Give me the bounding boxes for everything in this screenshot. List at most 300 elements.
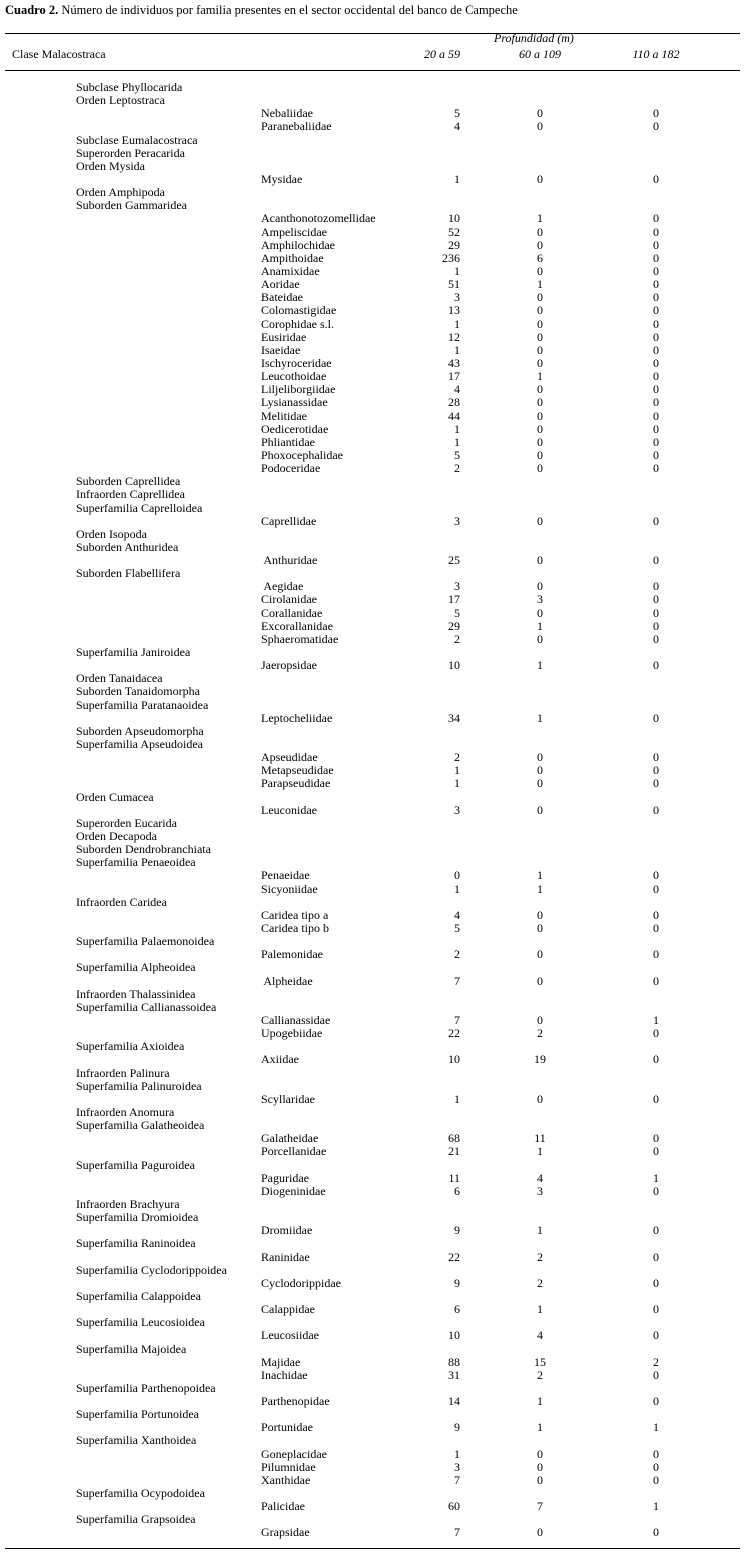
taxon-name: Superfamilia Galatheoidea bbox=[76, 1118, 205, 1133]
family-name: Metapseudidae bbox=[261, 763, 334, 778]
count-110-182: 0 bbox=[653, 579, 659, 594]
taxon-name: Superorden Peracarida bbox=[76, 145, 185, 160]
family-row bbox=[0, 1093, 744, 1106]
count-110-182: 0 bbox=[653, 1275, 659, 1290]
count-110-182: 0 bbox=[653, 1302, 659, 1317]
family-name: Diogeninidae bbox=[261, 1183, 326, 1198]
family-row bbox=[0, 1053, 744, 1066]
count-110-182: 0 bbox=[653, 1525, 659, 1540]
count-20-59: 21 bbox=[448, 1144, 460, 1159]
family-name: Sphaeromatidae bbox=[261, 631, 339, 646]
family-name: Anamixidae bbox=[261, 263, 320, 278]
family-row bbox=[0, 1356, 744, 1369]
taxon-name: Infraorden Brachyura bbox=[76, 1196, 180, 1211]
count-20-59: 2 bbox=[454, 461, 460, 476]
count-110-182: 0 bbox=[653, 1367, 659, 1382]
count-60-109: 0 bbox=[537, 342, 543, 357]
family-name: Porcellanidae bbox=[261, 1144, 327, 1159]
count-60-109: 0 bbox=[537, 579, 543, 594]
count-110-182: 0 bbox=[653, 710, 659, 725]
family-name: Callianassidae bbox=[261, 1012, 331, 1027]
count-110-182: 1 bbox=[653, 1420, 659, 1435]
column-header-20-59: 20 a 59 bbox=[424, 47, 460, 61]
family-name: Corophidae s.l. bbox=[261, 316, 334, 331]
taxon-row bbox=[0, 134, 744, 147]
family-name: Dromiidae bbox=[261, 1223, 313, 1238]
taxon-name: Superfamilia Leucosioidea bbox=[76, 1315, 205, 1330]
taxon-name: Infraorden Anomura bbox=[76, 1104, 175, 1119]
taxon-row bbox=[0, 488, 744, 501]
count-20-59: 0 bbox=[454, 868, 460, 883]
count-60-109: 2 bbox=[537, 1026, 543, 1041]
count-60-109: 0 bbox=[537, 237, 543, 252]
taxon-name: Superfamilia Paguroidea bbox=[76, 1157, 195, 1172]
taxon-row bbox=[0, 528, 744, 541]
count-60-109: 2 bbox=[537, 1367, 543, 1382]
count-20-59: 4 bbox=[454, 907, 460, 922]
count-20-59: 60 bbox=[448, 1499, 460, 1514]
column-header-60-109: 60 a 109 bbox=[519, 47, 561, 61]
family-row bbox=[0, 436, 744, 449]
column-header-110-182: 110 a 182 bbox=[632, 47, 680, 61]
family-name: Palicidae bbox=[261, 1499, 305, 1514]
count-60-109: 1 bbox=[537, 618, 543, 633]
family-row bbox=[0, 1014, 744, 1027]
family-row bbox=[0, 212, 744, 225]
count-60-109: 0 bbox=[537, 947, 543, 962]
count-60-109: 0 bbox=[537, 421, 543, 436]
count-110-182: 0 bbox=[653, 776, 659, 791]
family-row bbox=[0, 1461, 744, 1474]
family-name: Nebaliidae bbox=[261, 106, 313, 121]
count-20-59: 29 bbox=[448, 237, 460, 252]
count-110-182: 0 bbox=[653, 277, 659, 292]
count-20-59: 1 bbox=[454, 421, 460, 436]
count-110-182: 0 bbox=[653, 461, 659, 476]
family-row bbox=[0, 278, 744, 291]
count-60-109: 0 bbox=[537, 447, 543, 462]
family-name: Goneplacidae bbox=[261, 1446, 327, 1461]
count-20-59: 3 bbox=[454, 802, 460, 817]
count-110-182: 0 bbox=[653, 342, 659, 357]
count-60-109: 1 bbox=[537, 369, 543, 384]
count-110-182: 0 bbox=[653, 369, 659, 384]
family-name: Caridea tipo a bbox=[261, 907, 329, 922]
count-110-182: 0 bbox=[653, 1131, 659, 1146]
count-20-59: 10 bbox=[448, 1328, 460, 1343]
family-name: Anthuridae bbox=[261, 553, 318, 568]
family-row bbox=[0, 751, 744, 764]
family-name: Palemonidae bbox=[261, 947, 323, 962]
count-60-109: 0 bbox=[537, 382, 543, 397]
family-name: Apseudidae bbox=[261, 750, 318, 765]
count-60-109: 1 bbox=[537, 1302, 543, 1317]
family-row bbox=[0, 593, 744, 606]
count-20-59: 3 bbox=[454, 513, 460, 528]
family-row bbox=[0, 107, 744, 120]
family-name: Xanthidae bbox=[261, 1472, 311, 1487]
taxon-row bbox=[0, 1159, 744, 1172]
family-name: Excorallanidae bbox=[261, 618, 333, 633]
count-110-182: 0 bbox=[653, 263, 659, 278]
count-20-59: 9 bbox=[454, 1275, 460, 1290]
count-60-109: 0 bbox=[537, 171, 543, 186]
count-110-182: 0 bbox=[653, 1091, 659, 1106]
taxon-name: Suborden Gammaridea bbox=[76, 198, 187, 213]
count-110-182: 0 bbox=[653, 1328, 659, 1343]
count-20-59: 6 bbox=[454, 1302, 460, 1317]
family-row bbox=[0, 120, 744, 133]
count-110-182: 0 bbox=[653, 171, 659, 186]
count-110-182: 0 bbox=[653, 907, 659, 922]
family-row bbox=[0, 515, 744, 528]
header-rule bbox=[5, 70, 740, 71]
taxon-name: Orden Mysida bbox=[76, 158, 145, 173]
taxon-row bbox=[0, 699, 744, 712]
count-110-182: 0 bbox=[653, 329, 659, 344]
family-name: Alpheidae bbox=[261, 973, 313, 988]
family-name: Phoxocephalidae bbox=[261, 447, 343, 462]
count-110-182: 0 bbox=[653, 1183, 659, 1198]
family-row bbox=[0, 304, 744, 317]
taxon-name: Superfamilia Axioidea bbox=[76, 1039, 185, 1054]
family-name: Leptocheliidae bbox=[261, 710, 333, 725]
count-20-59: 34 bbox=[448, 710, 460, 725]
family-name: Parapseudidae bbox=[261, 776, 331, 791]
taxon-name: Superfamilia Majoidea bbox=[76, 1341, 187, 1356]
count-20-59: 7 bbox=[454, 1012, 460, 1027]
count-110-182: 0 bbox=[653, 290, 659, 305]
family-name: Bateidae bbox=[261, 290, 303, 305]
count-60-109: 4 bbox=[537, 1170, 543, 1185]
family-name: Isaeidae bbox=[261, 342, 301, 357]
family-name: Corallanidae bbox=[261, 605, 323, 620]
taxon-name: Superfamilia Raninoidea bbox=[76, 1236, 196, 1251]
taxon-name: Suborden Flabellifera bbox=[76, 566, 181, 581]
count-110-182: 0 bbox=[653, 513, 659, 528]
count-60-109: 0 bbox=[537, 329, 543, 344]
count-110-182: 0 bbox=[653, 408, 659, 423]
count-20-59: 5 bbox=[454, 605, 460, 620]
count-20-59: 17 bbox=[448, 592, 460, 607]
taxon-row bbox=[0, 1513, 744, 1526]
family-row bbox=[0, 764, 744, 777]
count-110-182: 0 bbox=[653, 1249, 659, 1264]
family-name: Grapsidae bbox=[261, 1525, 310, 1540]
taxon-name: Superfamilia Ocypodoidea bbox=[76, 1486, 205, 1501]
count-60-109: 1 bbox=[537, 1394, 543, 1409]
taxon-row bbox=[0, 94, 744, 107]
family-name: Ischyroceridae bbox=[261, 355, 332, 370]
count-60-109: 1 bbox=[537, 658, 543, 673]
family-row bbox=[0, 1185, 744, 1198]
family-row bbox=[0, 423, 744, 436]
count-110-182: 2 bbox=[653, 1354, 659, 1369]
taxon-name: Superfamilia Calappoidea bbox=[76, 1288, 201, 1303]
taxon-name: Suborden Apseudomorpha bbox=[76, 723, 204, 738]
taxon-row bbox=[0, 1316, 744, 1329]
family-name: Aoridae bbox=[261, 277, 300, 292]
taxon-row bbox=[0, 502, 744, 515]
count-60-109: 1 bbox=[537, 1420, 543, 1435]
class-header: Clase Malacostraca bbox=[12, 47, 106, 61]
count-60-109: 0 bbox=[537, 395, 543, 410]
taxon-row bbox=[0, 1211, 744, 1224]
family-name: Caridea tipo b bbox=[261, 921, 329, 935]
count-110-182: 0 bbox=[653, 1026, 659, 1041]
family-name: Ampeliscidae bbox=[261, 224, 327, 239]
count-20-59: 11 bbox=[448, 1170, 460, 1185]
count-110-182: 0 bbox=[653, 119, 659, 134]
taxon-row bbox=[0, 160, 744, 173]
taxon-name: Orden Isopoda bbox=[76, 526, 147, 541]
family-row bbox=[0, 909, 744, 922]
family-name: Inachidae bbox=[261, 1367, 308, 1382]
count-60-109: 0 bbox=[537, 553, 543, 568]
count-110-182: 0 bbox=[653, 434, 659, 449]
count-20-59: 4 bbox=[454, 382, 460, 397]
count-110-182: 0 bbox=[653, 355, 659, 370]
family-row bbox=[0, 1448, 744, 1461]
family-name: Leucothoidae bbox=[261, 369, 327, 384]
taxon-row bbox=[0, 1434, 744, 1447]
count-60-109: 0 bbox=[537, 802, 543, 817]
taxon-row bbox=[0, 646, 744, 659]
taxon-name: Orden Cumacea bbox=[76, 789, 154, 804]
count-20-59: 2 bbox=[454, 947, 460, 962]
taxon-row bbox=[0, 1264, 744, 1277]
taxon-row bbox=[0, 1080, 744, 1093]
count-60-109: 2 bbox=[537, 1275, 543, 1290]
taxon-row bbox=[0, 856, 744, 869]
taxon-name: Infraorden Palinura bbox=[76, 1065, 170, 1080]
taxon-name: Suborden Tanaidomorpha bbox=[76, 684, 200, 699]
count-110-182: 1 bbox=[653, 1012, 659, 1027]
count-20-59: 3 bbox=[454, 290, 460, 305]
count-60-109: 0 bbox=[537, 763, 543, 778]
count-60-109: 0 bbox=[537, 224, 543, 239]
taxon-name: Infraorden Thalassinidea bbox=[76, 986, 196, 1001]
count-110-182: 0 bbox=[653, 303, 659, 318]
family-name: Paguridae bbox=[261, 1170, 309, 1185]
count-60-109: 0 bbox=[537, 605, 543, 620]
count-110-182: 0 bbox=[653, 881, 659, 896]
family-name: Scyllaridae bbox=[261, 1091, 315, 1106]
count-110-182: 0 bbox=[653, 237, 659, 252]
count-110-182: 0 bbox=[653, 1472, 659, 1487]
taxon-row bbox=[0, 1237, 744, 1250]
count-60-109: 0 bbox=[537, 907, 543, 922]
taxon-name: Superfamilia Apseudoidea bbox=[76, 737, 203, 752]
taxon-name: Superfamilia Palaemonoidea bbox=[76, 934, 215, 949]
count-60-109: 0 bbox=[537, 921, 543, 935]
table-caption bbox=[5, 3, 518, 18]
family-name: Cyclodorippidae bbox=[261, 1275, 341, 1290]
taxon-name: Superfamilia Xanthoidea bbox=[76, 1433, 197, 1448]
count-60-109: 1 bbox=[537, 1144, 543, 1159]
count-20-59: 1 bbox=[454, 776, 460, 791]
taxon-row bbox=[0, 1067, 744, 1080]
family-row bbox=[0, 869, 744, 882]
family-name: Caprellidae bbox=[261, 513, 317, 528]
taxon-name: Superfamilia Grapsoidea bbox=[76, 1512, 196, 1527]
taxon-row bbox=[0, 541, 744, 554]
count-60-109: 0 bbox=[537, 631, 543, 646]
count-20-59: 43 bbox=[448, 355, 460, 370]
family-name: Leuconidae bbox=[261, 802, 317, 817]
family-name: Colomastigidae bbox=[261, 303, 337, 318]
count-110-182: 0 bbox=[653, 763, 659, 778]
family-row bbox=[0, 1132, 744, 1145]
taxon-name: Subclase Eumalacostraca bbox=[76, 132, 198, 147]
count-60-109: 0 bbox=[537, 513, 543, 528]
family-row bbox=[0, 265, 744, 278]
taxon-name: Superfamilia Penaeoidea bbox=[76, 855, 196, 870]
count-20-59: 1 bbox=[454, 263, 460, 278]
taxon-row bbox=[0, 738, 744, 751]
count-20-59: 12 bbox=[448, 329, 460, 344]
count-60-109: 0 bbox=[537, 1472, 543, 1487]
taxon-name: Superfamilia Palinuroidea bbox=[76, 1078, 202, 1093]
family-name: Sicyoniidae bbox=[261, 881, 318, 896]
taxon-row bbox=[0, 1040, 744, 1053]
count-60-109: 1 bbox=[537, 277, 543, 292]
caption-label: Cuadro 2. bbox=[5, 3, 59, 17]
family-row bbox=[0, 975, 744, 988]
family-name: Pilumnidae bbox=[261, 1459, 316, 1474]
count-110-182: 0 bbox=[653, 224, 659, 239]
taxon-name: Superfamilia Parthenopoidea bbox=[76, 1380, 216, 1395]
family-name: Liljeliborgiidae bbox=[261, 382, 336, 397]
taxon-name: Infraorden Caprellidea bbox=[76, 487, 185, 502]
family-row bbox=[0, 331, 744, 344]
count-20-59: 9 bbox=[454, 1223, 460, 1238]
count-110-182: 0 bbox=[653, 421, 659, 436]
top-rule bbox=[5, 33, 740, 34]
count-20-59: 4 bbox=[454, 119, 460, 134]
count-110-182: 0 bbox=[653, 802, 659, 817]
count-60-109: 4 bbox=[537, 1328, 543, 1343]
taxon-row bbox=[0, 988, 744, 1001]
taxon-row bbox=[0, 791, 744, 804]
taxon-name: Suborden Anthuridea bbox=[76, 539, 179, 554]
taxon-row bbox=[0, 685, 744, 698]
taxon-row bbox=[0, 1001, 744, 1014]
family-name: Oedicerotidae bbox=[261, 421, 329, 436]
count-110-182: 0 bbox=[653, 395, 659, 410]
count-60-109: 0 bbox=[537, 316, 543, 331]
family-row bbox=[0, 712, 744, 725]
count-60-109: 0 bbox=[537, 1012, 543, 1027]
count-110-182: 0 bbox=[653, 1052, 659, 1067]
taxon-name: Superfamilia Paratanaoidea bbox=[76, 697, 209, 712]
count-110-182: 0 bbox=[653, 592, 659, 607]
count-20-59: 1 bbox=[454, 434, 460, 449]
count-20-59: 1 bbox=[454, 342, 460, 357]
taxon-name: Suborden Caprellidea bbox=[76, 474, 181, 489]
count-60-109: 0 bbox=[537, 106, 543, 121]
count-20-59: 10 bbox=[448, 658, 460, 673]
family-name: Melitidae bbox=[261, 408, 307, 423]
count-20-59: 1 bbox=[454, 1091, 460, 1106]
family-name: Lysianassidae bbox=[261, 395, 328, 410]
family-row bbox=[0, 804, 744, 817]
count-60-109: 19 bbox=[534, 1052, 546, 1067]
family-name: Majidae bbox=[261, 1354, 301, 1369]
count-20-59: 14 bbox=[448, 1394, 460, 1409]
count-110-182: 0 bbox=[653, 1144, 659, 1159]
taxon-row bbox=[0, 567, 744, 580]
count-110-182: 0 bbox=[653, 1394, 659, 1409]
family-name: Calappidae bbox=[261, 1302, 315, 1317]
family-row bbox=[0, 1329, 744, 1342]
count-20-59: 68 bbox=[448, 1131, 460, 1146]
family-name: Jaeropsidae bbox=[261, 658, 317, 673]
taxon-name: Orden Amphipoda bbox=[76, 185, 165, 200]
count-20-59: 5 bbox=[454, 106, 460, 121]
count-20-59: 22 bbox=[448, 1249, 460, 1264]
family-row bbox=[0, 1369, 744, 1382]
family-row bbox=[0, 580, 744, 593]
family-row bbox=[0, 1145, 744, 1158]
count-20-59: 52 bbox=[448, 224, 460, 239]
count-60-109: 11 bbox=[534, 1131, 546, 1146]
count-20-59: 1 bbox=[454, 316, 460, 331]
family-name: Amphilochidae bbox=[261, 237, 335, 252]
taxon-name: Superfamilia Cyclodorippoidea bbox=[76, 1262, 227, 1277]
count-60-109: 0 bbox=[537, 119, 543, 134]
taxon-name: Superfamilia Janiroidea bbox=[76, 645, 191, 660]
taxon-row bbox=[0, 935, 744, 948]
family-name: Ampithoidae bbox=[261, 250, 324, 265]
count-110-182: 0 bbox=[653, 447, 659, 462]
family-row bbox=[0, 777, 744, 790]
count-20-59: 10 bbox=[448, 211, 460, 226]
count-60-109: 1 bbox=[537, 868, 543, 883]
family-name: Eusiridae bbox=[261, 329, 307, 344]
count-110-182: 0 bbox=[653, 1459, 659, 1474]
count-20-59: 88 bbox=[448, 1354, 460, 1369]
taxon-row bbox=[0, 1382, 744, 1395]
table-body bbox=[0, 81, 744, 1540]
taxon-name: Superfamilia Dromioidea bbox=[76, 1210, 199, 1225]
count-110-182: 0 bbox=[653, 921, 659, 935]
family-row bbox=[0, 226, 744, 239]
count-110-182: 0 bbox=[653, 868, 659, 883]
family-name: Raninidae bbox=[261, 1249, 310, 1264]
family-name: Portunidae bbox=[261, 1420, 313, 1435]
count-110-182: 0 bbox=[653, 250, 659, 265]
count-110-182: 1 bbox=[653, 1499, 659, 1514]
family-row bbox=[0, 620, 744, 633]
count-110-182: 0 bbox=[653, 211, 659, 226]
count-20-59: 2 bbox=[454, 750, 460, 765]
count-20-59: 5 bbox=[454, 447, 460, 462]
count-110-182: 0 bbox=[653, 1446, 659, 1461]
count-110-182: 0 bbox=[653, 618, 659, 633]
family-row bbox=[0, 1526, 744, 1539]
count-20-59: 10 bbox=[448, 1052, 460, 1067]
count-20-59: 51 bbox=[448, 277, 460, 292]
count-60-109: 6 bbox=[537, 250, 543, 265]
count-60-109: 0 bbox=[537, 303, 543, 318]
count-60-109: 15 bbox=[534, 1354, 546, 1369]
family-row bbox=[0, 383, 744, 396]
depth-group-header: Profundidad (m) bbox=[494, 31, 574, 45]
family-row bbox=[0, 449, 744, 462]
count-110-182: 0 bbox=[653, 316, 659, 331]
family-name: Paranebaliidae bbox=[261, 119, 332, 134]
